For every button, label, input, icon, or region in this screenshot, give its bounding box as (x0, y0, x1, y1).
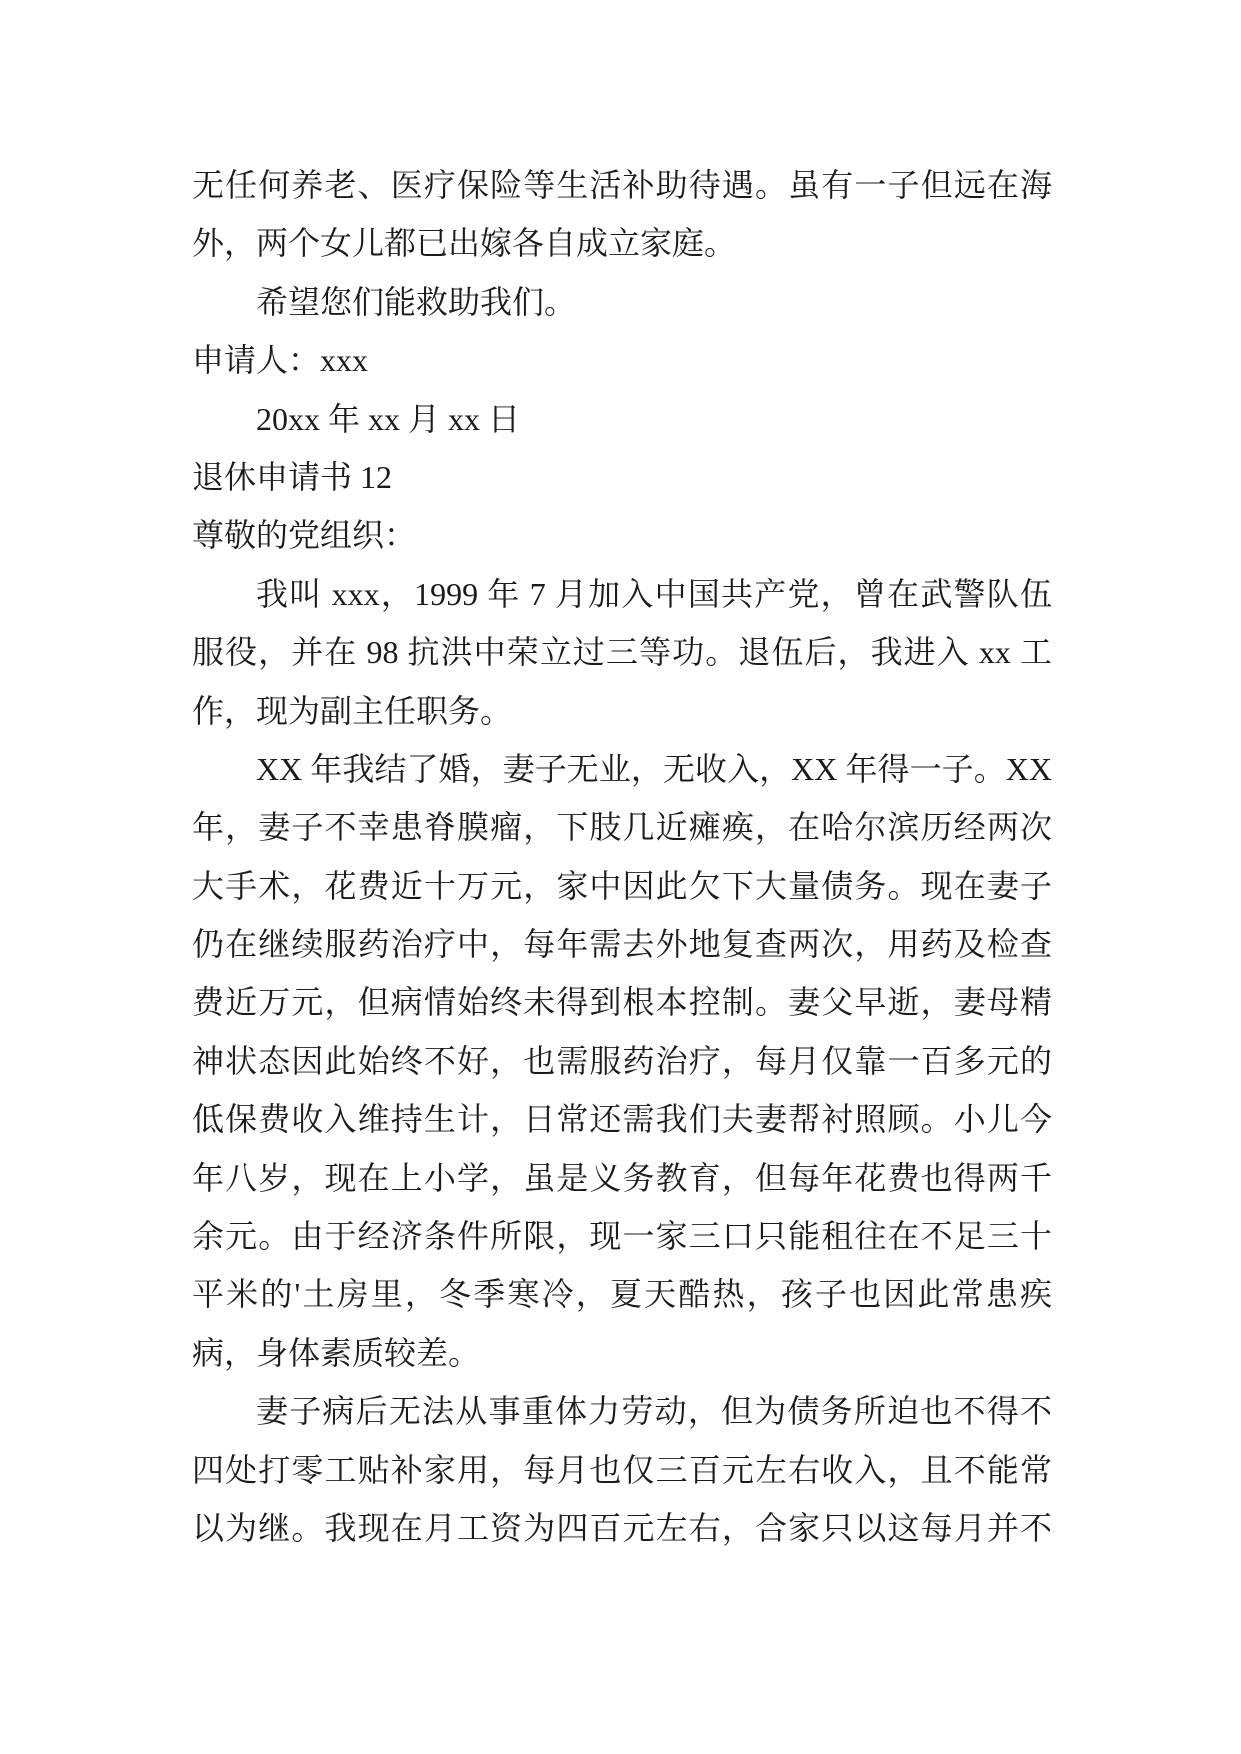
paragraph-line: 我叫 xxx，1999 年 7 月加入中国共产党，曾在武警队伍 (256, 575, 1052, 612)
paragraph-line: 大手术，花费近十万元，家中因此欠下大量债务。现在妻子 (192, 867, 1052, 904)
paragraph-line: 作，现为副主任职务。 (192, 692, 513, 729)
paragraph-line: XX 年我结了婚，妻子无业，无收入，XX 年得一子。XX (256, 750, 1052, 787)
signature-line: 申请人：xxx (192, 342, 369, 379)
document-text (192, 156, 1052, 1557)
body-line: 无任何养老、医疗保险等生活补助待遇。虽有一子但远在海 (192, 167, 1052, 203)
paragraph-line: 年八岁，现在上小学，虽是义务教育，但每年花费也得两千 (192, 1159, 1052, 1196)
paragraph-line: 余元。由于经济条件所限，现一家三口只能租往在不足三十 (192, 1218, 1052, 1255)
paragraph-line: 平米的'土房里，冬季寒冷，夏天酷热，孩子也因此常患疾 (192, 1276, 1052, 1313)
letter-title: 退休申请书 12 (192, 458, 393, 495)
body-line: 外，两个女儿都已出嫁各自成立家庭。 (192, 225, 737, 262)
paragraph-line: 低保费收入维持生计，日常还需我们夫妻帮衬照顾。小儿今 (192, 1101, 1052, 1138)
paragraph-line: 费近万元，但病情始终未得到根本控制。妻父早逝，妻母精 (192, 984, 1052, 1021)
paragraph-line: 四处打零工贴补家用，每月也仅三百元左右收入，且不能常 (192, 1451, 1052, 1488)
paragraph-line: 仍在继续服药治疗中，每年需去外地复查两次，用药及检查 (192, 926, 1052, 963)
paragraph-line: 以为继。我现在月工资为四百元左右，合家只以这每月并不 (192, 1509, 1052, 1546)
paragraph-line: 病，身体素质较差。 (192, 1334, 481, 1371)
paragraph-line: 服役，并在 98 抗洪中荣立过三等功。退伍后，我进入 xx 工 (192, 634, 1052, 671)
paragraph-line: 妻子病后无法从事重体力劳动，但为债务所迫也不得不 (256, 1393, 1052, 1430)
date-line: 20xx 年 xx 月 xx 日 (256, 400, 521, 437)
paragraph-line: 神状态因此始终不好，也需服药治疗，每月仅靠一百多元的 (192, 1042, 1052, 1079)
salutation-line: 尊敬的党组织： (192, 517, 417, 554)
closing-line: 希望您们能救助我们。 (256, 283, 577, 320)
paragraph-line: 年，妻子不幸患脊膜瘤，下肢几近瘫痪，在哈尔滨历经两次 (192, 809, 1052, 846)
